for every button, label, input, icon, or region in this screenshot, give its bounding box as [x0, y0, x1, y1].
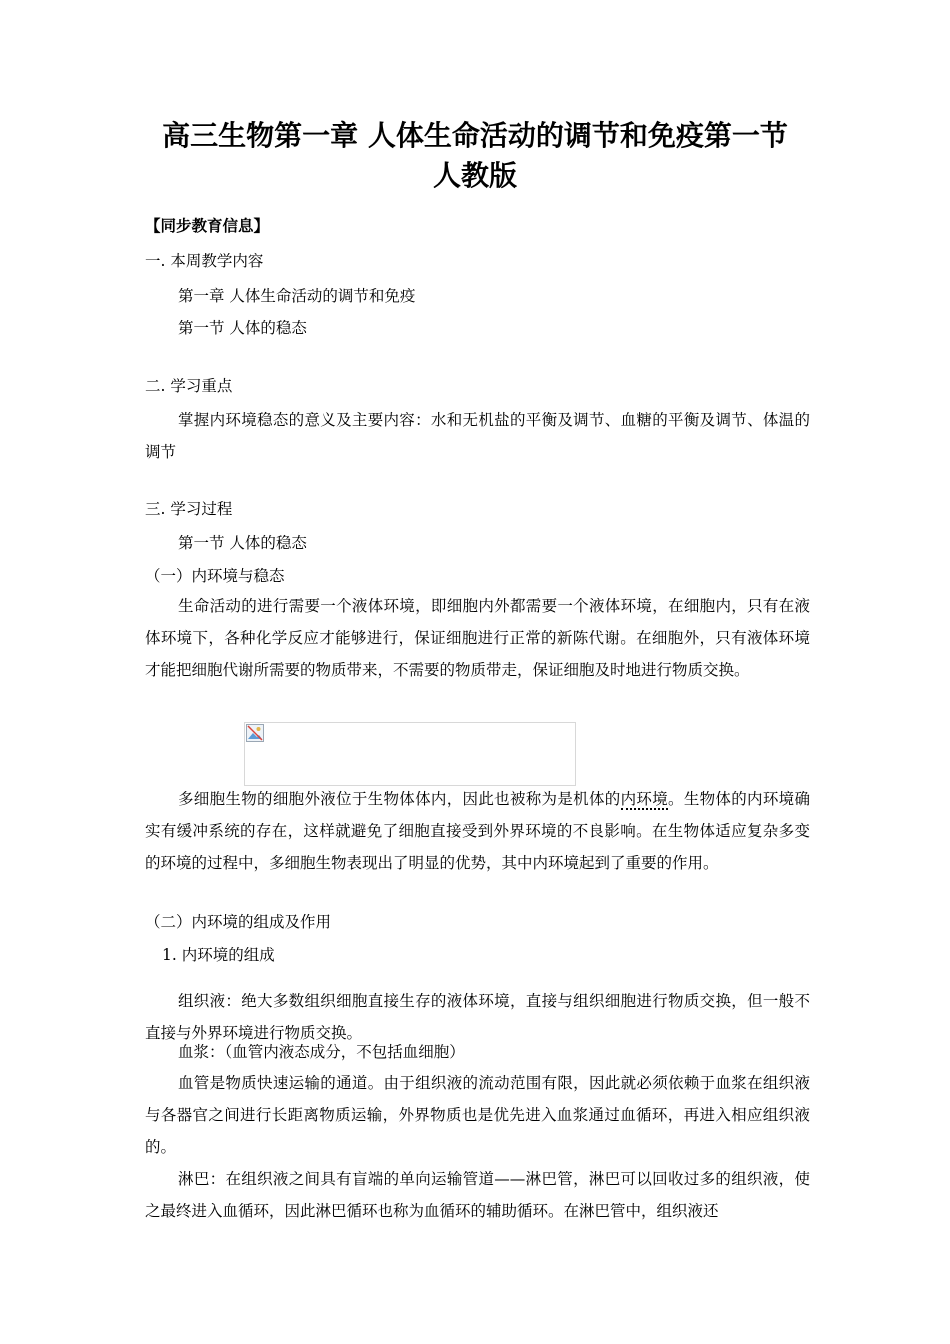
section-2-text: 掌握内环境稳态的意义及主要内容：水和无机盐的平衡及调节、血糖的平衡及调节、体温的调节 [145, 411, 810, 461]
broken-image-icon [246, 724, 264, 742]
title-line-1: 高三生物第一章 人体生命活动的调节和免疫第一节 [162, 119, 788, 152]
section-1-item-section: 第一节 人体的稳态 [178, 319, 307, 337]
part-1-paragraph: 生命活动的进行需要一个液体环境，即细胞内外都需要一个液体环境，在细胞内，只有在液体环境下，各种化学反应才能够进行，保证细胞进行正常的新陈代谢。在细胞外，只有液体环境才能把细胞代谢所需要的物质带来，不需要的物质带走，保证细胞及时地进行物质交换。 [145, 597, 810, 679]
section-2-heading: 二. 学习重点 [145, 377, 233, 395]
part-1-heading: （一）内环境与稳态 [145, 567, 285, 585]
part-2-heading: （二）内环境的组成及作用 [145, 913, 332, 931]
broken-image-placeholder [244, 722, 576, 786]
emphasis-internal-environment: 内环境 [620, 790, 669, 808]
tissue-fluid-paragraph: 组织液：绝大多数组织细胞直接生存的液体环境，直接与组织细胞进行物质交换，但一般不直接与外界环境进行物质交换。 [145, 992, 810, 1042]
document-title [100, 116, 850, 196]
title-line-2: 人教版 [432, 159, 517, 192]
paragraph-2-text-b: 。生物体的内环境确实有缓冲系统的存在，这样就避免了细胞直接受到外界环境的不良影响。在生物体适应复杂多变的环境的过程中，多细胞生物表现出了明显的优势，其中内环境起到了重要的作用。 [145, 790, 810, 872]
part-2-item-1: 1. 内环境的组成 [162, 946, 275, 964]
plasma-paragraph: 血浆：（血管内液态成分，不包括血细胞） [178, 1043, 465, 1061]
lymph-paragraph: 淋巴：在组织液之间具有盲端的单向运输管道——淋巴管，淋巴可以回收过多的组织液，使之最终进入血循环，因此淋巴循环也称为血循环的辅助循环。在淋巴管中，组织液还 [145, 1170, 810, 1220]
section-1-item-chapter: 第一章 人体生命活动的调节和免疫 [178, 287, 416, 305]
section-3-heading: 三. 学习过程 [145, 500, 233, 518]
blood-vessel-paragraph: 血管是物质快速运输的通道。由于组织液的流动范围有限，因此就必须依赖于血浆在组织液与各器官之间进行长距离物质运输，外界物质也是优先进入血浆通过血循环，再进入相应组织液的。 [145, 1074, 810, 1156]
section-3-subheading: 第一节 人体的稳态 [178, 534, 307, 552]
part-1-paragraph-2 [145, 783, 810, 879]
sync-info-heading: 【同步教育信息】 [145, 216, 270, 235]
paragraph-2-text-a: 多细胞生物的细胞外液位于生物体体内，因此也被称为是机体的 [178, 790, 621, 808]
section-1-heading: 一. 本周教学内容 [145, 252, 264, 270]
